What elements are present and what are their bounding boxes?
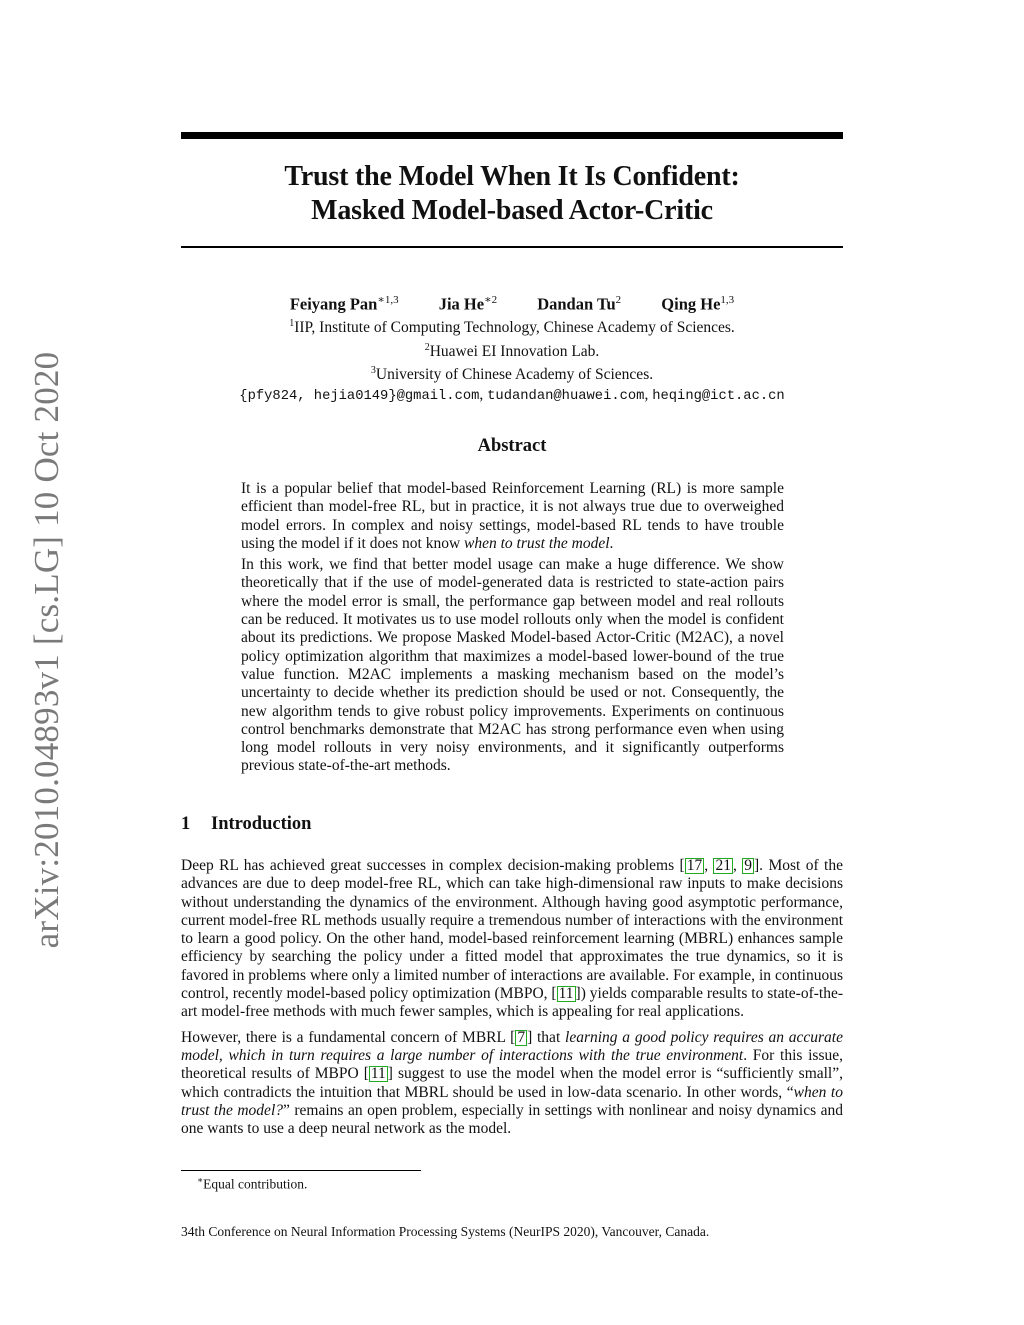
arxiv-stamp: arXiv:2010.04893v1 [cs.LG] 10 Oct 2020 bbox=[27, 351, 66, 949]
email-link[interactable]: heqing@ict.ac.cn bbox=[652, 388, 785, 404]
abstract-paragraph: It is a popular belief that model-based Reinforcement Learning (RL) is more sample efficient than model-free RL, but in practice, it is not always true due to overweighed model errors. In complex and noisy settings, model-based RL tends to have trouble using the model if it does not know when to trust the model. bbox=[241, 480, 784, 552]
citation-link[interactable]: 17 bbox=[686, 857, 703, 874]
intro-paragraph: However, there is a fundamental concern of MBRL [ 7 ] that learning a good policy requires an accurate model, which in turn requires a large number of interactions with the true environment. For this issue, theoretical results of MBPO [ 11 ] suggest to use the model when the model error is “sufficiently small”, which contradicts the intuition that MBRL should be used in low-data scenario. In other words, “when to trust the model?” remains an open problem, especially in settings with nonlinear and noisy dynamics and one wants to use a deep neural network as the model. bbox=[181, 1028, 843, 1138]
affiliation: $^2$Huawei EI Innovation Lab. bbox=[424, 341, 600, 360]
author: Jia $He^{∗2}$ bbox=[438, 294, 498, 314]
abstract-heading: Abstract bbox=[477, 436, 547, 456]
affiliations bbox=[181, 314, 843, 406]
section-title: Introduction bbox=[211, 814, 312, 834]
citation-link[interactable]: 9 bbox=[744, 857, 753, 874]
intro-body bbox=[181, 857, 843, 1145]
citation-link[interactable]: 21 bbox=[715, 857, 731, 874]
citation-link[interactable]: 7 bbox=[517, 1028, 526, 1046]
footnote-rule bbox=[181, 1170, 421, 1171]
email-link[interactable]: tudandan@huawei.com bbox=[487, 388, 645, 404]
intro-paragraph: Deep RL has achieved great successes in complex decision-making problems [ 17 , 21 , 9 ]. Most of the advances are due to deep model-free RL, which can take high-dimensional raw inputs to make decisions without understanding the dynamics of the environment. Although having good asymptotic performance, current model-free RL methods usually require a tremendous number of interactions with the environment to learn a good policy. On the other hand, model-based reinforcement learning (MBRL) enhances sample efficiency by searching the policy under a fitted model that approximates the true dynamics, so it is favored in problems where only a limited number of interactions are available. For example, in continuous control, recently model-based policy optimization (MBPO, [ 11 ]) yields comparable results to state-of-the-art model-free methods with much fewer samples, which is appealing for real applications. bbox=[181, 857, 843, 1021]
email-line: {pfy824, hejia0149}@gmail.com, tudandan@huawei.com, heqing@ict.ac.cn bbox=[239, 385, 785, 404]
affiliation: $^3$University of Chinese Academy of Sciences. bbox=[370, 365, 654, 384]
section-heading bbox=[181, 814, 311, 835]
author: Dandan Tu$^2$ bbox=[537, 294, 622, 314]
abstract-body bbox=[241, 480, 784, 779]
abstract-paragraph: In this work, we find that better model usage can make a huge difference. We show theoretically that if the use of model-generated data is restricted to state-action pairs where the model error is small, the performance gap between model and real rollouts can be reduced. It motivates us to use model rollouts only when the model is confident about its predictions. We propose Masked Model-based Actor-Critic (M2AC), a novel policy optimization algorithm that maximizes a model-based lower-bound of the true value function. M2AC implements a masking mechanism based on the model’s uncertainty to decide whether its prediction should be used or not. Consequently, the new algorithm tends to give robust policy improvements. Experiments on continuous control benchmarks demonstrate that M2AC has strong performance even when using long model rollouts in very noisy environments, and it significantly outperforms previous state-of-the-art methods. bbox=[241, 556, 784, 775]
title-top-rule bbox=[181, 132, 843, 139]
author: Qing He$^{1,3}$ bbox=[661, 294, 735, 314]
paper-title bbox=[181, 160, 843, 228]
citation-link[interactable]: 11 bbox=[558, 985, 574, 1003]
citation-link[interactable]: 11 bbox=[370, 1065, 386, 1083]
title-line-1: Trust the Model When It Is Confident: bbox=[284, 161, 740, 192]
footnote: ∗Equal contribution. bbox=[197, 1175, 308, 1192]
author-list bbox=[181, 293, 843, 315]
title-line-2: Masked Model-based Actor-Critic bbox=[311, 195, 713, 226]
title-bottom-rule bbox=[181, 246, 843, 248]
affiliation: $^1$IIP, Institute of Computing Technology, Chinese Academy of Sciences. bbox=[289, 318, 735, 337]
conference-note: 34th Conference on Neural Information Processing Systems (NeurIPS 2020), Vancouver, Canada. bbox=[181, 1224, 710, 1239]
author: Feiyang Pan$^{∗1,3}$ bbox=[289, 294, 399, 314]
section-number: 1 bbox=[181, 814, 191, 834]
email-link[interactable]: {pfy824, hejia0149}@gmail.com bbox=[239, 388, 480, 404]
